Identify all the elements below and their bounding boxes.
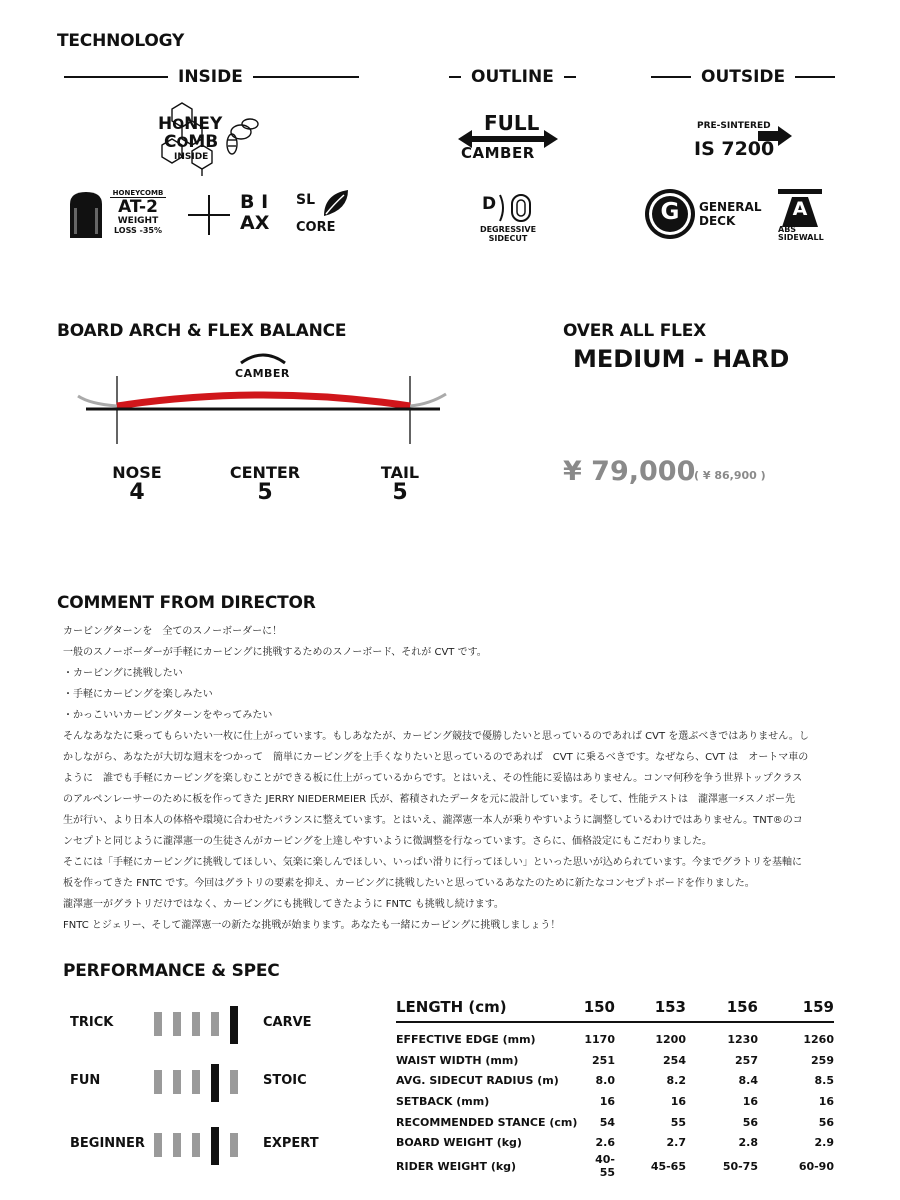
tail-label: TAIL [380, 463, 420, 482]
rule [64, 76, 168, 78]
comment-line: 板を作ってきた FNTC です。今回はグラトリの要素を抑え、カービングに挑戦したいと思っているあなたのために新たなコンセプトボードを作りました。 [63, 878, 755, 889]
board-silhouette-icon [68, 190, 104, 238]
spec-row [396, 1050, 834, 1071]
comment-line: ンセプトと同じように瀧澤憲一の生徒さんがカービングを上達しやすいように微調整を行なっています。さらに、価格設定にもこだわりました。 [63, 836, 712, 847]
leaf-icon [320, 188, 352, 218]
spec-row-label: RECOMMENDED STANCE (cm) [396, 1115, 578, 1129]
spec-cell: 56 [742, 1115, 758, 1129]
logo-text: MB [188, 132, 219, 152]
slider-marker [211, 1064, 219, 1102]
slider-segment [192, 1012, 200, 1036]
comment-line: FNTC とジェリー、そして瀧澤憲一の新たな挑戦が始まります。あなたも一緒にカービングに挑戦しましょう！ [63, 920, 561, 931]
comment-line: カービングターンを 全てのスノーボーダーに！ [63, 626, 283, 637]
slider-left-label: TRICK [70, 1015, 114, 1030]
spec-cell: 1260 [803, 1032, 834, 1046]
slider-segment [154, 1070, 162, 1094]
slcore-label-line2: CORE [296, 220, 336, 235]
spec-row [396, 1022, 834, 1050]
nose-label: NOSE [112, 463, 162, 482]
at2-weight-label: WEIGHT [117, 216, 159, 227]
slider-left-label: BEGINNER [70, 1136, 145, 1151]
spec-row-label: AVG. SIDECUT RADIUS (m) [396, 1074, 559, 1088]
spec-row [396, 1070, 834, 1091]
spec-cell: 8.4 [738, 1074, 758, 1088]
spec-row [396, 1153, 834, 1179]
at2-top-label: HONEYCOMB [110, 190, 166, 198]
spec-cell: 257 [735, 1053, 758, 1067]
slider-segment [173, 1012, 181, 1036]
slider-fun-stoic [70, 1062, 330, 1102]
spec-cell: 40-55 [595, 1153, 615, 1180]
comment-line: ・カービングに挑戦したい [63, 668, 183, 679]
camber-label: CAMBER [461, 144, 535, 162]
biax-label-line2: AX [240, 212, 270, 234]
slider-right-label: EXPERT [263, 1136, 319, 1151]
nose-value: 4 [129, 480, 145, 505]
spec-cell: 2.8 [738, 1136, 758, 1150]
comment-line: ・かっこいいカービングターンをやってみたい [63, 710, 273, 721]
sidecut-label-line1: DEGRESSIVE [479, 225, 537, 234]
slider-segment [154, 1133, 162, 1157]
degressive-sidecut-icon [482, 193, 538, 223]
camber-arc-icon [237, 351, 289, 365]
spec-cell: 1170 [584, 1032, 615, 1046]
spec-header-cell: 150 [580, 990, 615, 1022]
spec-row-label: BOARD WEIGHT (kg) [396, 1136, 522, 1150]
comment-body [63, 621, 843, 936]
full-label: FULL [484, 111, 540, 135]
at2-loss-label: LOSS -35% [113, 225, 163, 235]
spec-cell: 2.9 [814, 1136, 834, 1150]
slider-segment [192, 1133, 200, 1157]
logo-text: INSIDE [174, 152, 209, 162]
spec-cell: 55 [670, 1115, 686, 1129]
spec-table-wrapper [396, 990, 834, 1179]
spec-row [396, 1132, 834, 1153]
comment-line: ように 誰でも手軽にカービングを楽しむことができる板に仕上がっているからです。とはいえ、その性能に妥協はありません。コンマ何秒を争う世界トップクラス [63, 773, 803, 784]
sidecut-shape-icon [496, 193, 536, 223]
general-label-line2: DECK [699, 214, 736, 228]
spec-cell: 54 [599, 1115, 615, 1129]
inside-heading [64, 67, 359, 87]
spec-cell: 8.0 [595, 1074, 615, 1088]
spec-table [396, 990, 834, 1179]
at2-badge [110, 190, 166, 240]
overall-flex-heading: OVER ALL FLEX [563, 321, 707, 341]
comment-heading: COMMENT FROM DIRECTOR [57, 593, 316, 613]
slider-beginner-expert [70, 1125, 330, 1165]
outline-heading [449, 67, 576, 87]
spec-cell: 2.6 [595, 1136, 615, 1150]
logo-text: C [164, 132, 177, 152]
spec-cell: 16 [670, 1094, 686, 1108]
performance-heading: PERFORMANCE & SPEC [63, 961, 280, 981]
slcore-label-line1: SL [296, 192, 316, 208]
spec-cell: 45-65 [650, 1159, 686, 1173]
slider-right-label: STOIC [263, 1073, 307, 1088]
center-value: 5 [257, 480, 273, 505]
slider-segment [192, 1070, 200, 1094]
slider-segment [230, 1070, 238, 1094]
rule [253, 76, 359, 78]
spec-row [396, 1091, 834, 1112]
slider-segment [173, 1070, 181, 1094]
spec-header-cell: 156 [686, 990, 758, 1022]
presintered-label: PRE-SINTERED [697, 121, 771, 131]
spec-cell: 60-90 [798, 1159, 834, 1173]
spec-row [396, 1112, 834, 1133]
general-deck-icon [645, 189, 695, 239]
logo-text: H [158, 114, 173, 134]
spec-cell: 56 [818, 1115, 834, 1129]
comment-line: 生が行い、より日本人の体格や環境に合わせたバランスに整えています。とはいえ、瀧澤憲一本人が乗りやすいように調整しているわけではありません。TNT®のコ [63, 815, 803, 826]
outside-heading [651, 67, 835, 87]
spec-cell: 2.7 [666, 1136, 686, 1150]
arch-heading: BOARD ARCH & FLEX BALANCE [57, 321, 347, 341]
spec-cell: 259 [811, 1053, 834, 1067]
logo-text: NEY [184, 114, 223, 134]
slider-segment [173, 1133, 181, 1157]
spec-cell: 1200 [655, 1032, 686, 1046]
general-label-line1: GENERAL [699, 200, 762, 214]
comment-line: ・手軽にカービングを楽しみたい [63, 689, 213, 700]
abs-sidewall-icon [778, 189, 822, 227]
rule [449, 76, 461, 78]
spec-row-label: WAIST WIDTH (mm) [396, 1053, 519, 1067]
price-tax-included: ( ¥ 86,900 ) [694, 469, 766, 482]
comment-line: 一般のスノーボーダーが手軽にカービングに挑戦するためのスノーボード、それが CVT です。 [63, 647, 487, 658]
honeycomb-inside-logo: HONEY COMB INSIDE [156, 100, 266, 178]
slider-marker [211, 1127, 219, 1165]
slider-trick-carve [70, 1004, 330, 1044]
spec-cell: 16 [818, 1094, 834, 1108]
slider-marker [230, 1006, 238, 1044]
spec-cell: 251 [592, 1053, 615, 1067]
slider-right-label: CARVE [263, 1015, 312, 1030]
bee-icon [227, 119, 258, 154]
slider-left-label: FUN [70, 1073, 101, 1088]
comment-line: かしながら、あなたが大切な週末をつかって 簡単にカービングを上手くなりたいと思っているのであれば CVT に乗るべきです。なぜなら、CVT は オートマ車の [63, 752, 809, 763]
general-letter: G [660, 199, 680, 225]
spec-cell: 254 [663, 1053, 686, 1067]
abs-label-line2: SIDEWALL [778, 233, 824, 242]
slider-segment [154, 1012, 162, 1036]
rule [651, 76, 691, 78]
rule [795, 76, 835, 78]
spec-header-cell: 153 [615, 990, 686, 1022]
price-main: ¥ 79,000 [563, 456, 696, 487]
spec-header-cell: 159 [758, 990, 834, 1022]
inside-label: INSIDE [178, 67, 243, 87]
spec-row-label: SETBACK (mm) [396, 1094, 490, 1108]
rule [564, 76, 576, 78]
spec-header-cell: LENGTH (cm) [396, 990, 580, 1022]
comment-line: そんなあなたに乗ってもらいたい一枚に仕上がっています。もしあなたが、カービング競技で優勝したいと思っているのであれば CVT を選ぶべきではありません。し [63, 731, 809, 742]
spec-cell: 50-75 [722, 1159, 758, 1173]
technology-heading: TECHNOLOGY [57, 31, 185, 51]
spec-row-label: RIDER WEIGHT (kg) [396, 1159, 517, 1173]
spec-cell: 8.2 [666, 1074, 686, 1088]
biax-vline [208, 195, 210, 235]
abs-letter: A [792, 198, 808, 220]
comment-line: そこには「手軽にカービングに挑戦してほしい、気楽に楽しんでほしい、いっぱい滑りに行ってほしい」といった思いが込められています。今までグラトリを基軸に [63, 857, 802, 868]
abs-label-line1: ABS [778, 225, 797, 234]
is7200-label: IS 7200 [694, 138, 775, 160]
tail-value: 5 [392, 480, 408, 505]
spec-row-label: EFFECTIVE EDGE (mm) [396, 1032, 536, 1046]
biax-label-line1: B I [240, 191, 269, 213]
spec-cell: 16 [599, 1094, 615, 1108]
outline-label: OUTLINE [471, 67, 554, 87]
board-profile-diagram [70, 372, 450, 446]
outside-label: OUTSIDE [701, 67, 786, 87]
overall-flex-value: MEDIUM - HARD [573, 345, 790, 373]
camber-profile-label: CAMBER [235, 367, 290, 380]
slider-segment [211, 1012, 219, 1036]
spec-cell: 16 [742, 1094, 758, 1108]
spec-header-row [396, 990, 834, 1022]
comment-line: 瀧澤憲一がグラトリだけではなく、カービングにも挑戦してきたように FNTC も挑戦し続けます。 [63, 899, 504, 910]
spec-cell: 1230 [727, 1032, 758, 1046]
at2-main-label: AT-2 [118, 197, 158, 218]
center-label: CENTER [229, 463, 301, 482]
sidecut-label-line2: SIDECUT [488, 234, 528, 243]
comment-line: のアルペンレーサーのために板を作ってきた JERRY NIEDERMEIER 氏が、蓄積されたデータを元に設計しています。そして、性能テストは 瀧澤憲一⚡スノボー先 [63, 794, 796, 805]
slider-segment [230, 1133, 238, 1157]
spec-cell: 8.5 [814, 1074, 834, 1088]
sidecut-letter: D [482, 194, 497, 214]
